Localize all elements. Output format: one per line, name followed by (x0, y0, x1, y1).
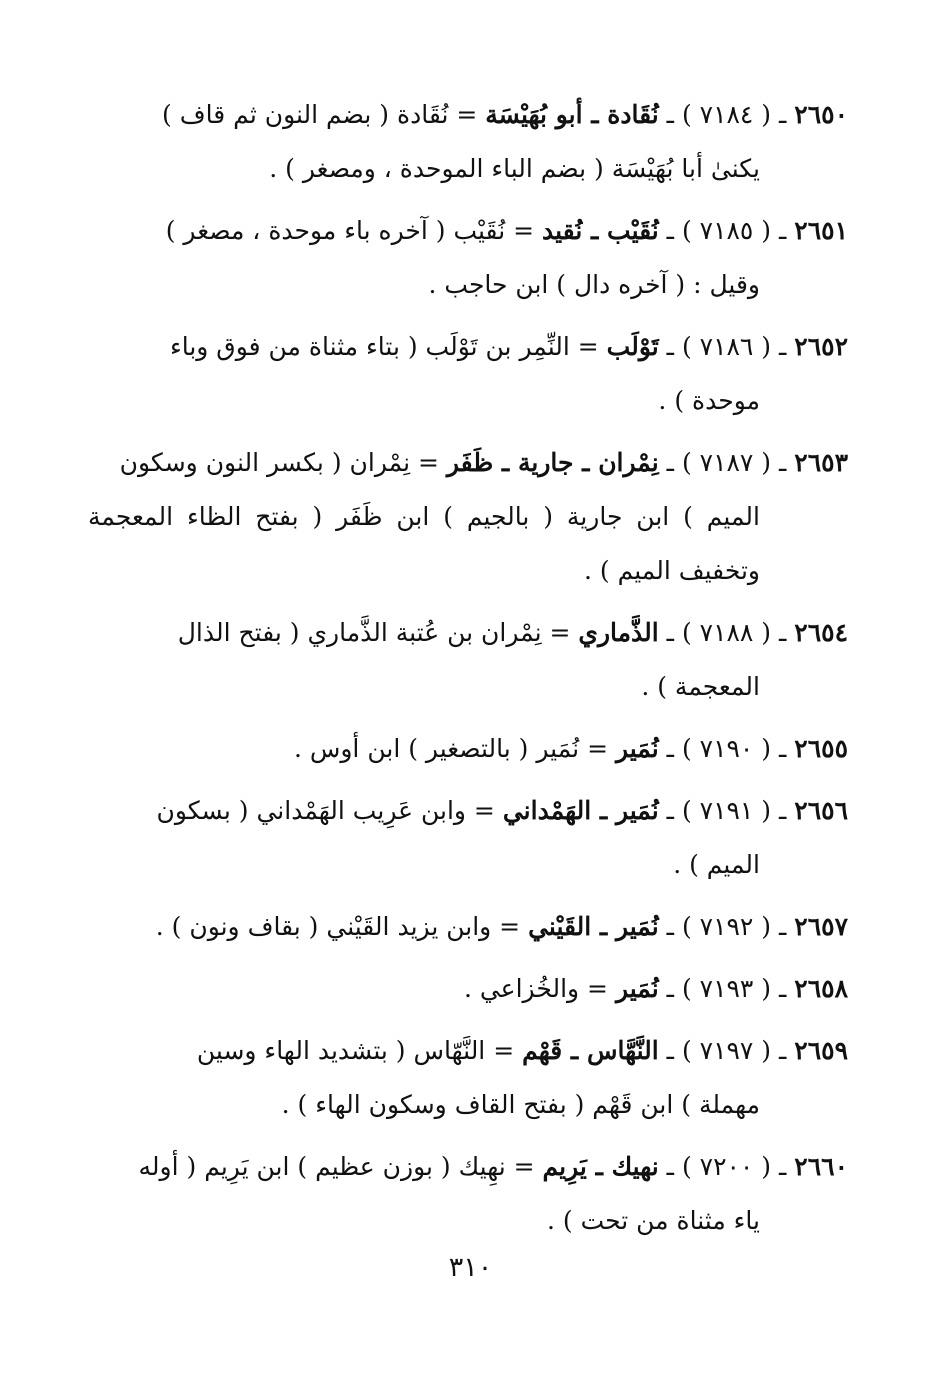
entry-headword: نهيك ـ يَرِيم (542, 1152, 659, 1181)
entry-text: = والخُزاعي . (463, 974, 609, 1003)
entry-reference: ( ٧١٨٦ ) (681, 332, 772, 361)
entry-continuation: الميم ) ابن جارية ( بالجيم ) ابن ظَفَر ( بفتح الظاء المعجمة وتخفيف الميم ) . (88, 502, 760, 585)
entry-reference: ( ٧١٨٥ ) (681, 216, 772, 245)
entry-continuation: المعجمة ) . (641, 672, 760, 701)
entry-text: = وابن عَرِيب الهَمْداني ( بسكون (156, 796, 495, 825)
entry-headword: الذَّماري (578, 618, 659, 647)
entry-headword: نُمَير ـ الهَمْداني (502, 796, 659, 825)
entry: ٢٦٥٨ ـ ( ٧١٩٣ ) ـ نُمَير = والخُزاعي . (463, 974, 848, 1003)
entry-reference: ( ٧١٨٨ ) (681, 618, 772, 647)
entry-text: = نِمْران ( بكسر النون وسكون (119, 448, 439, 477)
entry-text: = وابن يزيد القَيْني ( بقاف ونون ) . (155, 912, 521, 941)
entry-reference: ( ٧١٩٣ ) (681, 974, 772, 1003)
entry-number: ٢٦٥٩ (794, 1036, 848, 1065)
entry-reference: ( ٧٢٠٠ ) (681, 1152, 772, 1181)
entry-headword: النَّهَّاس ـ قَهْم (522, 1036, 659, 1065)
entry-headword: نُمَير (615, 974, 659, 1003)
entry: ٢٦٥٢ ـ ( ٧١٨٦ ) ـ تَوْلَب = النِّمِر بن تَوْلَب ( بتاء مثناة من فوق وباء موحدة ) . (88, 320, 848, 428)
entry: ٢٦٥٦ ـ ( ٧١٩١ ) ـ نُمَير ـ الهَمْداني = وابن عَرِيب الهَمْداني ( بسكون الميم ) . (88, 784, 848, 892)
entry-text: = نُمَير ( بالتصغير ) ابن أوس . (293, 734, 609, 763)
entry-number: ٢٦٥٧ (794, 912, 848, 941)
entry-number: ٢٦٥١ (794, 216, 848, 245)
entry: ٢٦٥٤ ـ ( ٧١٨٨ ) ـ الذَّماري = نِمْران بن عُتبة الذَّماري ( بفتح الذال المعجمة ) . (88, 606, 848, 714)
entry-reference: ( ٧١٩٠ ) (681, 734, 772, 763)
entry-text: = النِّمِر بن تَوْلَب ( بتاء مثناة من فوق وباء (169, 332, 599, 361)
entry-number: ٢٦٥٠ (794, 100, 848, 129)
entry-text: = نُقَادة ( بضم النون ثم قاف ) (162, 100, 478, 129)
entry-continuation: موحدة ) . (658, 386, 760, 415)
entry-continuation: يكنىٰ أبا بُهَيْسَة ( بضم الباء الموحدة ، ومصغر ) . (269, 154, 760, 183)
entry: ٢٦٥١ ـ ( ٧١٨٥ ) ـ نُقَيْب ـ نُقيد = نُقَيْب ( آخره باء موحدة ، مصغر ) وقيل : ( آخره دال ) ابن حاجب . (88, 204, 848, 312)
entry-reference: ( ٧١٨٧ ) (681, 448, 772, 477)
entry-continuation: مهملة ) ابن قَهْم ( بفتح القاف وسكون الهاء ) . (281, 1090, 760, 1119)
entry: ٢٦٥٠ ـ ( ٧١٨٤ ) ـ نُقَادة ـ أبو بُهَيْسَة = نُقَادة ( بضم النون ثم قاف ) يكنىٰ أبا بُهَيْسَة ( بضم الباء الموحدة ، ومصغر ) . (88, 88, 848, 196)
page-number: ٣١٠ (448, 1252, 493, 1283)
entry-headword: نِمْران ـ جارية ـ ظَفَر (446, 448, 659, 477)
entry-text: = نُقَيْب ( آخره باء موحدة ، مصغر ) (165, 216, 535, 245)
entry-continuation: ياء مثناة من تحت ) . (546, 1206, 760, 1235)
entry-reference: ( ٧١٩١ ) (681, 796, 772, 825)
entry-number: ٢٦٥٥ (794, 734, 848, 763)
entry-text: = النَّهّاس ( بتشديد الهاء وسين (196, 1036, 515, 1065)
entry: ٢٦٦٠ ـ ( ٧٢٠٠ ) ـ نهيك ـ يَرِيم = نهِيك ( بوزن عظيم ) ابن يَرِيم ( أوله ياء مثناة من تحت ) . (88, 1140, 848, 1248)
entry-number: ٢٦٥٤ (794, 618, 848, 647)
entry-headword: نُقَيْب ـ نُقيد (542, 216, 659, 245)
entry-continuation: الميم ) . (673, 850, 760, 879)
entry-number: ٢٦٥٦ (794, 796, 848, 825)
entry-headword: نُمَير (615, 734, 659, 763)
entry-text: = نِمْران بن عُتبة الذَّماري ( بفتح الذال (177, 618, 571, 647)
entry-reference: ( ٧١٨٤ ) (681, 100, 772, 129)
entry-reference: ( ٧١٩٢ ) (681, 912, 772, 941)
entry-continuation: وقيل : ( آخره دال ) ابن حاجب . (428, 270, 760, 299)
entry: ٢٦٥٩ ـ ( ٧١٩٧ ) ـ النَّهَّاس ـ قَهْم = النَّهّاس ( بتشديد الهاء وسين مهملة ) ابن قَهْم ( بفتح القاف وسكون الهاء ) . (88, 1024, 848, 1132)
entry-number: ٢٦٥٨ (794, 974, 848, 1003)
page-body (88, 88, 848, 1256)
entry-reference: ( ٧١٩٧ ) (681, 1036, 772, 1065)
entry: ٢٦٥٣ ـ ( ٧١٨٧ ) ـ نِمْران ـ جارية ـ ظَفَر = نِمْران ( بكسر النون وسكون الميم ) ابن جارية ( بالجيم ) ابن ظَفَر ( بفتح الظاء المعجمة وتخفيف الميم ) . (88, 436, 848, 598)
entry-number: ٢٦٦٠ (794, 1152, 848, 1181)
entry-headword: تَوْلَب (606, 332, 659, 361)
entry-text: = نهِيك ( بوزن عظيم ) ابن يَرِيم ( أوله (138, 1152, 535, 1181)
entry: ٢٦٥٧ ـ ( ٧١٩٢ ) ـ نُمَير ـ القَيْني = وابن يزيد القَيْني ( بقاف ونون ) . (155, 912, 848, 941)
entry-headword: نُمَير ـ القَيْني (528, 912, 659, 941)
entry-number: ٢٦٥٣ (794, 448, 848, 477)
entry-number: ٢٦٥٢ (794, 332, 848, 361)
entry: ٢٦٥٥ ـ ( ٧١٩٠ ) ـ نُمَير = نُمَير ( بالتصغير ) ابن أوس . (293, 734, 848, 763)
entry-headword: نُقَادة ـ أبو بُهَيْسَة (485, 100, 659, 129)
